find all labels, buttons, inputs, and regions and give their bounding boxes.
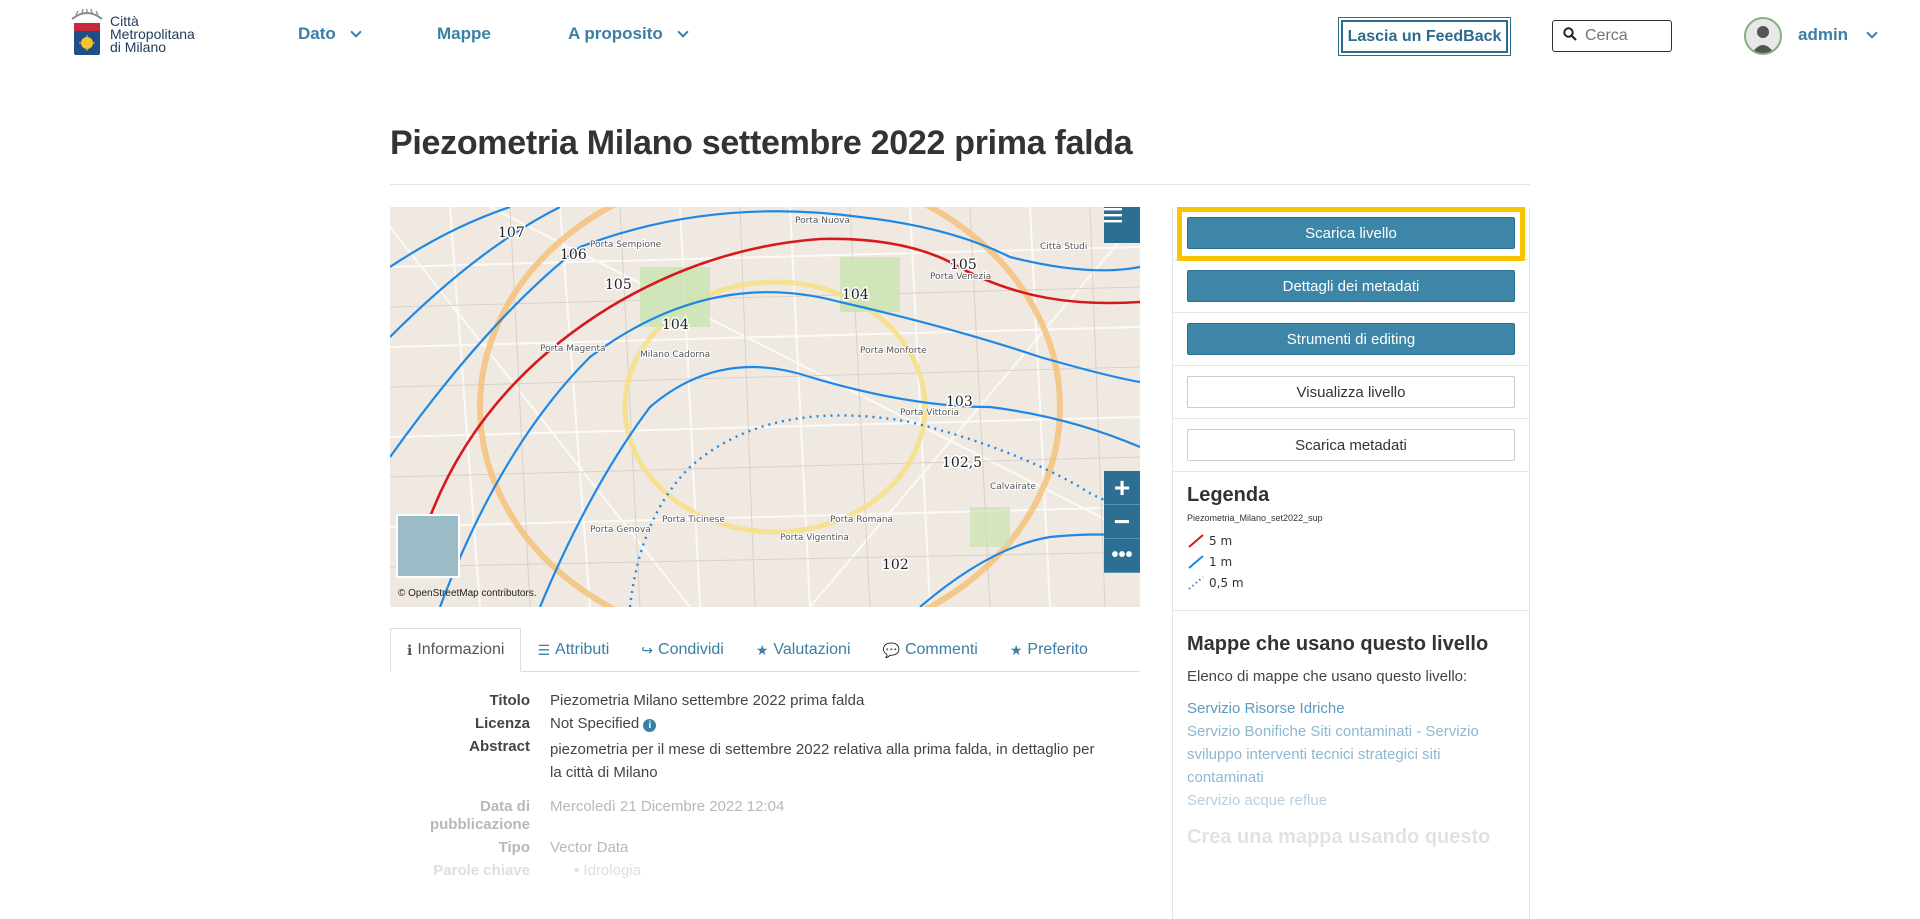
coat-of-arms-icon bbox=[68, 9, 106, 59]
info-row-licenza bbox=[390, 715, 1140, 733]
map-link[interactable]: Servizio Bonifiche Siti contaminati - Servizio sviluppo interventi tecnici strategici siti contaminati bbox=[1187, 723, 1479, 786]
scarica-metadati-button[interactable]: Scarica metadati bbox=[1187, 429, 1515, 461]
scarica-livello-button[interactable]: Scarica livello bbox=[1187, 217, 1515, 249]
create-map-title: Crea una mappa usando questo bbox=[1187, 826, 1491, 848]
blue-line-icon bbox=[1187, 554, 1205, 570]
place-label: Calvairate bbox=[990, 482, 1036, 492]
info-row-abstract bbox=[390, 738, 1140, 784]
place-label: Porta Magenta bbox=[540, 344, 606, 354]
field-label: Parole chiave bbox=[433, 862, 530, 879]
metadata-block bbox=[1173, 260, 1529, 313]
nav-dato[interactable]: Dato bbox=[298, 24, 360, 44]
field-value: Mercoledì 21 Dicembre 2022 12:04 bbox=[550, 798, 785, 815]
place-label: Milano Cadorna bbox=[640, 350, 711, 360]
chevron-down-icon bbox=[350, 26, 361, 37]
field-label: Titolo bbox=[489, 692, 530, 709]
tab-commenti[interactable]: 💬 Commenti bbox=[882, 641, 978, 658]
field-value: piezometria per il mese di settembre 2022 relativa alla prima falda, in dettaglio per la città di Milano bbox=[550, 741, 1095, 781]
search-input[interactable] bbox=[1585, 27, 1665, 45]
dettagli-metadati-button[interactable]: Dettagli dei metadati bbox=[1187, 270, 1515, 302]
map-link[interactable]: Servizio acque reflue bbox=[1187, 792, 1328, 809]
logo-text: Città Metropolitana di Milano bbox=[110, 12, 195, 55]
user-menu[interactable]: admin bbox=[1798, 25, 1876, 45]
contour-label: 105 bbox=[950, 257, 977, 273]
site-logo[interactable] bbox=[68, 8, 218, 60]
visualizza-livello-button[interactable]: Visualizza livello bbox=[1187, 376, 1515, 408]
field-label: Tipo bbox=[498, 839, 530, 856]
zoom-out-button[interactable] bbox=[1104, 505, 1140, 539]
field-label: Data di pubblicazione bbox=[429, 798, 530, 833]
place-label: Porta Venezia bbox=[930, 272, 992, 282]
user-avatar[interactable] bbox=[1744, 17, 1782, 55]
search-box[interactable] bbox=[1552, 20, 1672, 52]
metadata-download-block bbox=[1173, 419, 1529, 472]
tab-preferito[interactable]: ★ Preferito bbox=[1009, 641, 1088, 658]
red-line-icon bbox=[1187, 533, 1205, 549]
download-block bbox=[1173, 207, 1529, 260]
info-row-titolo bbox=[390, 692, 1140, 710]
keyword-link[interactable]: Idrologia bbox=[583, 862, 641, 879]
info-row-parole: Parole chiave • Idrologia bbox=[390, 862, 1140, 880]
map-attribution[interactable]: © OpenStreetMap contributors. bbox=[398, 588, 537, 599]
legend-title: Legenda bbox=[1187, 484, 1270, 506]
layer-menu-button[interactable] bbox=[1104, 207, 1140, 243]
minus-icon: − bbox=[1113, 505, 1131, 537]
legend-layer-name: Piezometria_Milano_set2022_sup bbox=[1187, 513, 1323, 523]
strumenti-editing-button[interactable]: Strumenti di editing bbox=[1187, 323, 1515, 355]
legend-item: 5 m bbox=[1187, 533, 1515, 549]
place-label: Porta Monforte bbox=[860, 346, 927, 356]
field-value: Not Specified bbox=[550, 715, 640, 732]
list-icon: ☰ bbox=[537, 641, 551, 658]
contour-label: 105 bbox=[605, 277, 632, 293]
comment-icon: 💬 bbox=[882, 641, 900, 658]
legend-item: 1 m bbox=[1187, 554, 1515, 570]
star-icon: ★ bbox=[1009, 641, 1023, 658]
nav-a-proposito[interactable]: A proposito bbox=[568, 24, 687, 44]
contour-label: 102 bbox=[882, 557, 909, 573]
place-label: Città Studi bbox=[1040, 242, 1088, 252]
contour-label: 102,5 bbox=[942, 455, 983, 471]
info-row-tipo bbox=[390, 839, 1140, 857]
feedback-button[interactable]: Lascia un FeedBack bbox=[1341, 20, 1508, 53]
map-viewer[interactable] bbox=[390, 207, 1140, 607]
nav-mappe[interactable]: Mappe bbox=[437, 24, 491, 43]
field-label: Licenza bbox=[474, 715, 530, 732]
chevron-down-icon bbox=[677, 26, 688, 37]
info-icon: ℹ bbox=[407, 641, 413, 658]
editing-block bbox=[1173, 313, 1529, 366]
tab-valutazioni[interactable]: ★ Valutazioni bbox=[755, 641, 851, 658]
field-label: Abstract bbox=[469, 738, 530, 755]
info-panel bbox=[390, 692, 1140, 885]
zoom-in-button[interactable] bbox=[1104, 471, 1140, 505]
more-tools-button[interactable] bbox=[1104, 539, 1140, 573]
place-label: Porta Ticinese bbox=[662, 515, 725, 525]
maps-title: Mappe che usano questo livello bbox=[1187, 633, 1489, 655]
blue-dotted-line-icon bbox=[1187, 575, 1205, 591]
map-canvas bbox=[390, 207, 1140, 607]
field-value: Vector Data bbox=[550, 839, 629, 856]
tab-attributi[interactable]: ☰ Attributi bbox=[537, 641, 610, 658]
place-label: Porta Romana bbox=[830, 515, 894, 525]
top-navbar bbox=[0, 0, 1920, 74]
place-label: Porta Vittoria bbox=[900, 408, 959, 418]
contour-label: 107 bbox=[498, 225, 525, 241]
contour-label: 103 bbox=[946, 394, 973, 410]
detail-tabs bbox=[390, 628, 1140, 672]
info-row-data bbox=[390, 798, 1140, 834]
tab-condividi[interactable]: ↪ Condividi bbox=[641, 641, 724, 658]
legend-item: 0,5 m bbox=[1187, 575, 1515, 591]
maps-description: Elenco di mappe che usano questo livello: bbox=[1187, 668, 1468, 685]
contour-label: 104 bbox=[662, 317, 689, 333]
sidebar bbox=[1172, 207, 1530, 919]
field-value: Piezometria Milano settembre 2022 prima falda bbox=[550, 692, 865, 709]
info-icon[interactable]: i bbox=[643, 719, 656, 732]
page-title: Piezometria Milano settembre 2022 prima falda bbox=[390, 124, 1133, 162]
divider bbox=[390, 184, 1530, 185]
view-block bbox=[1173, 366, 1529, 419]
share-icon: ↪ bbox=[641, 641, 654, 658]
overview-map[interactable] bbox=[396, 514, 460, 578]
star-icon: ★ bbox=[755, 641, 769, 658]
maps-block bbox=[1173, 611, 1529, 859]
search-icon bbox=[1563, 27, 1577, 46]
contour-label: 106 bbox=[560, 247, 587, 263]
chevron-down-icon bbox=[1866, 27, 1877, 38]
legend-block bbox=[1173, 472, 1529, 611]
map-link[interactable]: Servizio Risorse Idriche bbox=[1187, 700, 1345, 717]
place-label: Porta Nuova bbox=[795, 216, 851, 226]
place-label: Porta Genova bbox=[590, 525, 651, 535]
place-label: Porta Vigentina bbox=[780, 533, 849, 543]
plus-icon: + bbox=[1113, 471, 1131, 503]
menu-icon bbox=[1104, 207, 1122, 223]
contour-label: 104 bbox=[842, 287, 869, 303]
place-label: Porta Sempione bbox=[590, 240, 662, 250]
ellipsis-icon: ••• bbox=[1111, 544, 1133, 566]
tab-informazioni[interactable]: ℹ Informazioni bbox=[390, 628, 521, 672]
